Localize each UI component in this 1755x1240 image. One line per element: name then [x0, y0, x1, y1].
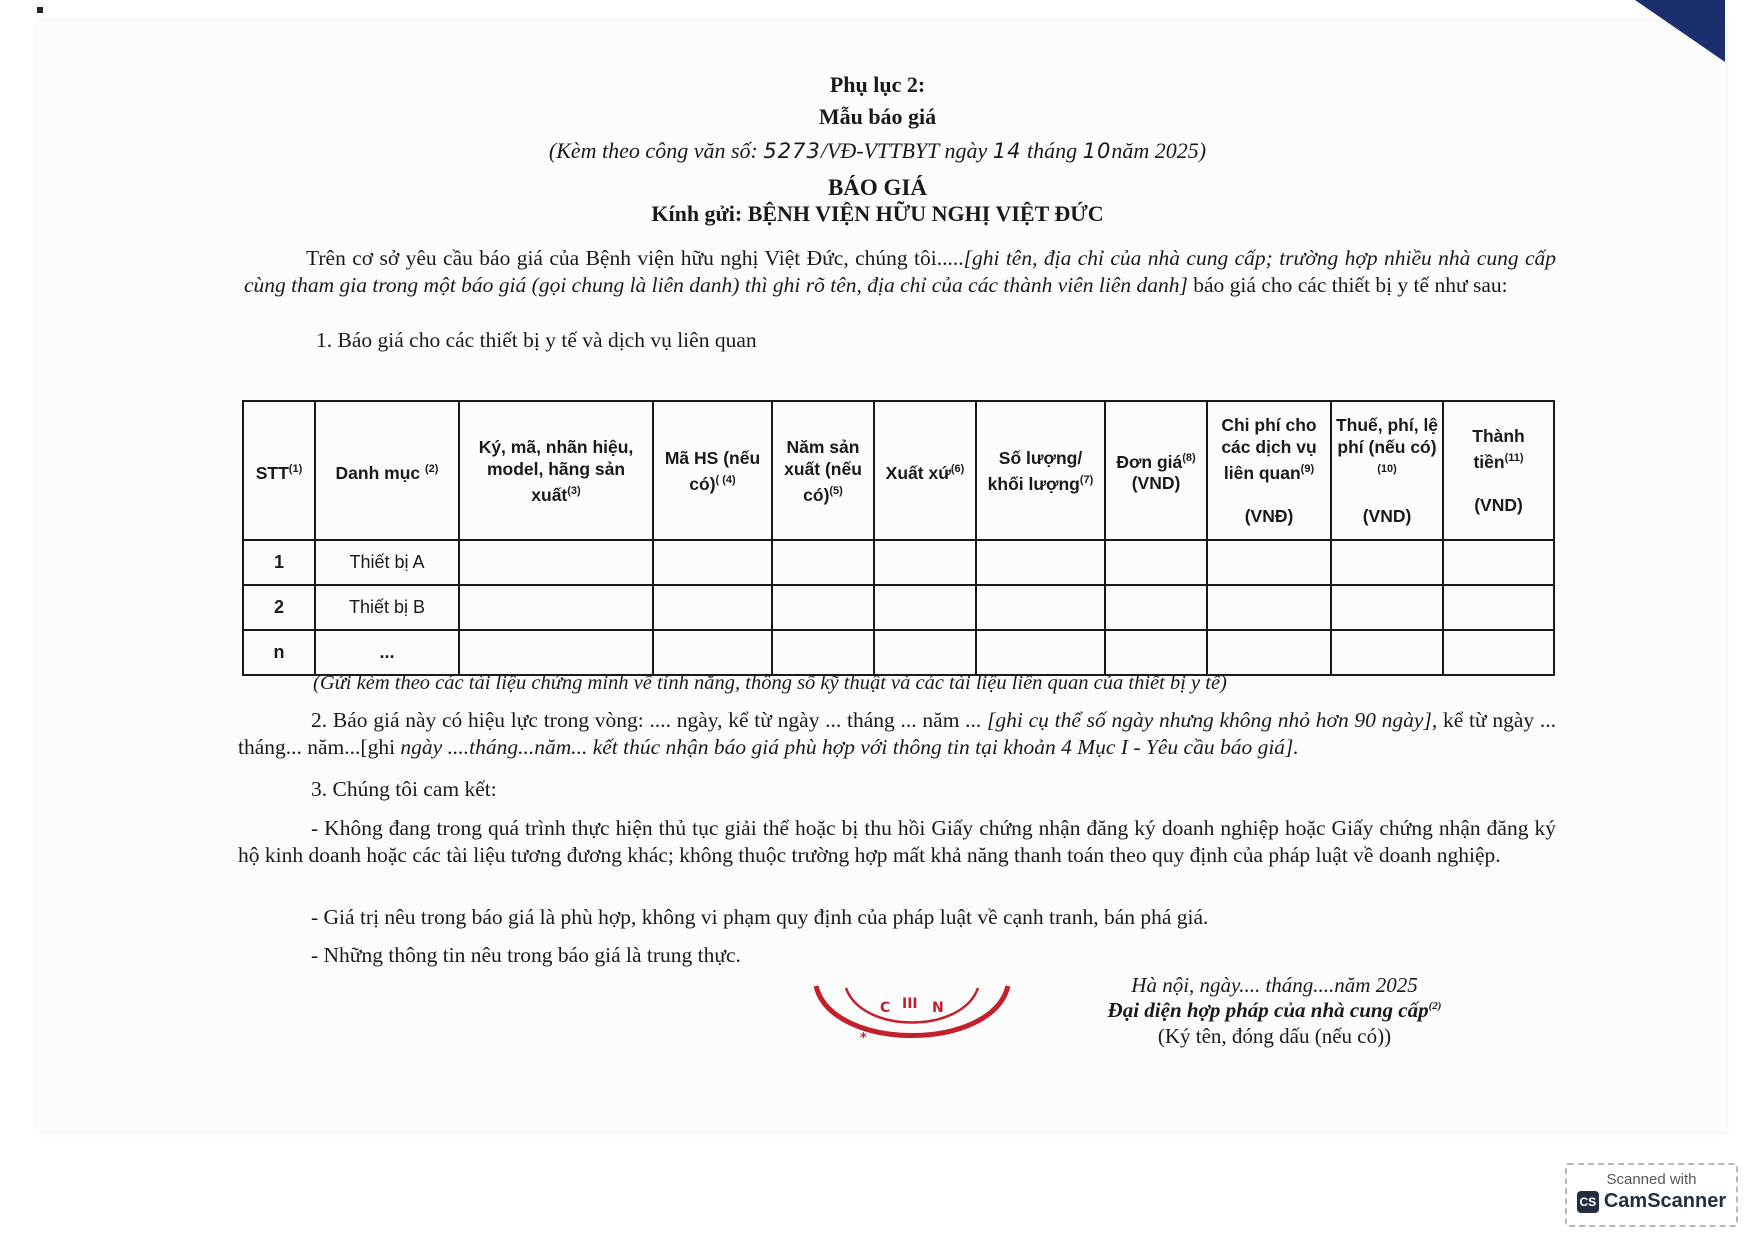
appendix-label: Phụ lục 2: — [829, 72, 926, 97]
table-note: (Gửi kèm theo các tài liệu chứng minh về tính năng, thông số kỹ thuật và các tài liệu liên quan của thiết bị y tế) — [313, 672, 1227, 694]
handwritten-day: 14 — [992, 139, 1022, 163]
col-origin: Xuất xứ$^{(6)}$ — [874, 401, 976, 540]
recipient-line: Kính gửi: BỆNH VIỆN HỮU NGHỊ VIỆT ĐỨC — [651, 201, 1104, 226]
page-title: BÁO GIÁ — [827, 175, 928, 200]
col-year: Năm sản xuất (nếu có)$^{(5)}$ — [772, 401, 874, 540]
table-row — [243, 540, 1554, 585]
table-row — [243, 630, 1554, 675]
scan-artifact — [37, 7, 43, 13]
validity-paragraph: 2. Báo giá này có hiệu lực trong vòng: .... ngày, kể từ ngày ... tháng ... năm ... [ghi cụ thể số ngày nhưng không nhỏ hơn 90 ngày], kể từ ngày ... tháng... năm...[ghi ngày ....tháng...năm... kết thúc nhận báo giá phù hợp với thông tin tại khoản 4 Mục I - Yêu cầu báo giá]. — [238, 708, 1556, 759]
form-title: Mẫu báo giá — [818, 104, 937, 129]
col-hs-code: Mã HS (nếu có)$^{( (4)}$ — [653, 401, 772, 540]
col-stt: STT$^{(1)}$ — [243, 401, 315, 540]
col-quantity: Số lượng/ khối lượng$^{(7)}$ — [976, 401, 1105, 540]
col-unit-price: Đơn giá$^{(8)}$ (VND) — [1105, 401, 1207, 540]
commitment-item: - Giá trị nêu trong báo giá là phù hợp, không vi phạm quy định của pháp luật về cạnh tranh, bán phá giá. — [311, 905, 1209, 929]
camscanner-brand: CamScanner — [1603, 1190, 1727, 1212]
commitment-item: - Những thông tin nêu trong báo giá là trung thực. — [311, 943, 741, 967]
row-stt: n — [243, 630, 315, 675]
svg-text:C: C — [880, 1000, 891, 1016]
handwritten-ref-number: 5273 — [763, 139, 821, 163]
col-service-cost: Chi phí cho các dịch vụ liên quan$^{(9)}$ (VNĐ) — [1207, 401, 1331, 540]
camscanner-badge — [1565, 1163, 1738, 1227]
handwritten-month: 10 — [1082, 139, 1112, 163]
commitment-item: - Không đang trong quá trình thực hiện thủ tục giải thể hoặc bị thu hồi Giấy chứng nhận đăng ký doanh nghiệp hoặc Giấy chứng nhận đăng ký hộ kinh doanh hoặc các tài liệu tương đương khác; không thuộc trường hợp mất khả năng thanh toán theo quy định của pháp luật về doanh nghiệp. — [238, 816, 1556, 867]
col-tax: Thuế, phí, lệ phí (nếu có)$^{(10)}$ (VND) — [1331, 401, 1443, 540]
table-header-row — [243, 401, 1554, 540]
col-model: Ký, mã, nhãn hiệu, model, hãng sản xuất$^{(3)}$ — [459, 401, 653, 540]
camscanner-logo-icon: CS — [1577, 1191, 1599, 1213]
row-item: Thiết bị A — [315, 540, 459, 585]
row-item: ... — [315, 630, 459, 675]
sign-instruction: (Ký tên, đóng dấu (nếu có)) — [1157, 1024, 1392, 1048]
col-total: Thành tiền$^{(11)}$ (VND) — [1443, 401, 1554, 540]
svg-text:III: III — [902, 996, 918, 1012]
section-1-heading: 1. Báo giá cho các thiết bị y tế và dịch vụ liên quan — [316, 328, 757, 352]
representative-title: Đại diện hợp pháp của nhà cung cấp$^{(2)}$ — [1107, 998, 1442, 1022]
svg-text:*: * — [860, 1031, 867, 1046]
place-date: Hà nội, ngày.... tháng....năm 2025 — [1131, 973, 1418, 997]
svg-text:N: N — [932, 1000, 944, 1016]
quotation-table — [242, 400, 1555, 676]
scanned-with-label: Scanned with — [1606, 1171, 1697, 1188]
row-stt: 1 — [243, 540, 315, 585]
corner-marker — [1635, 0, 1725, 62]
section-3-heading: 3. Chúng tôi cam kết: — [311, 777, 497, 801]
table-row — [243, 585, 1554, 630]
intro-paragraph: Trên cơ sở yêu cầu báo giá của Bệnh viện hữu nghị Việt Đức, chúng tôi.....[ghi tên, địa chỉ của nhà cung cấp; trường hợp nhiều nhà cung cấp cùng tham gia trong một báo giá (gọi chung là liên danh) thì ghi rõ tên, địa chỉ của các thành viên liên danh] báo giá cho các thiết bị y tế như sau: — [244, 246, 1556, 297]
col-category: Danh mục $^{(2)}$ — [315, 401, 459, 540]
reference-line: (Kèm theo công văn số: 5273/VĐ-VTTBYT ngày 14 tháng 10năm 2025) — [548, 138, 1207, 163]
row-stt: 2 — [243, 585, 315, 630]
row-item: Thiết bị B — [315, 585, 459, 630]
